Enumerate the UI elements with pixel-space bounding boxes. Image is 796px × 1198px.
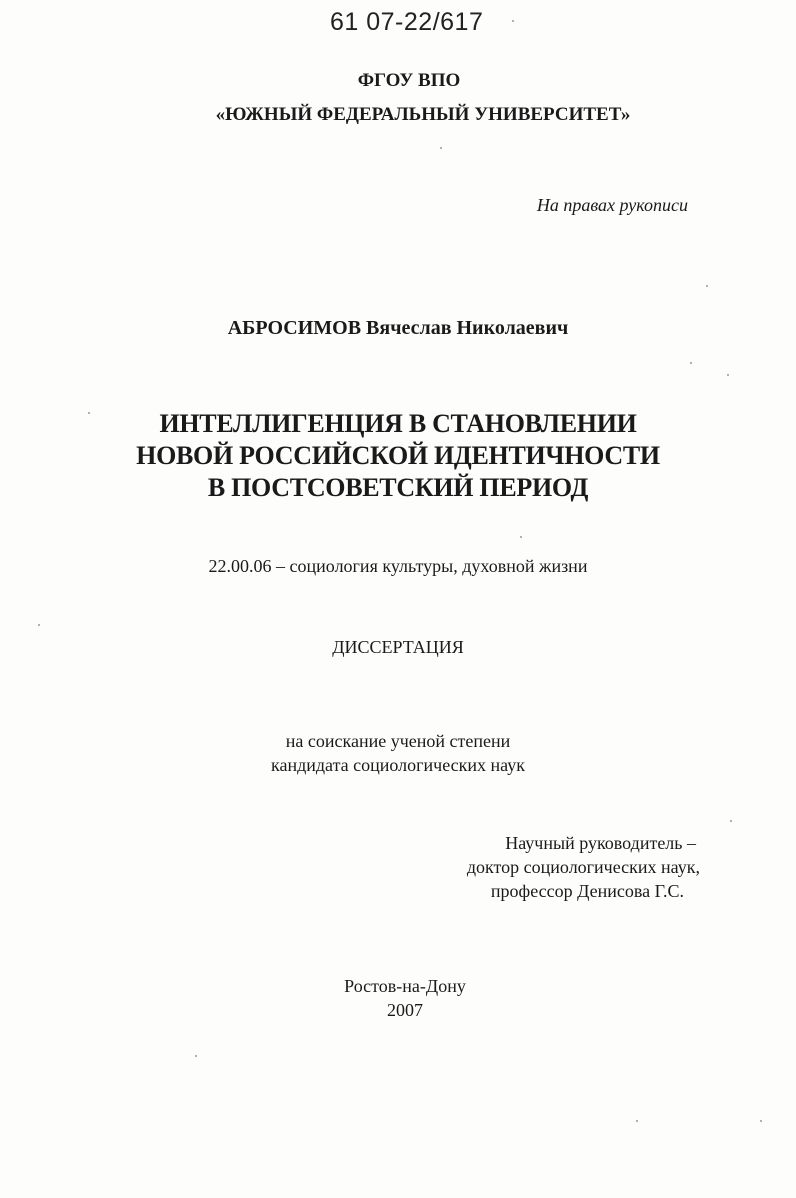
scan-speck [706, 285, 708, 287]
document-type: ДИССЕРТАЦИЯ [332, 637, 464, 657]
degree-line: на соискание ученой степени [285, 731, 511, 751]
degree-line: кандидата социологических наук [271, 755, 525, 775]
supervisor-label: Научный руководитель – [505, 833, 696, 853]
scan-speck [195, 1055, 197, 1057]
title-line: НОВОЙ РОССИЙСКОЙ ИДЕНТИЧНОСТИ [136, 441, 660, 470]
scan-speck [440, 147, 442, 149]
archive-stamp-code: 61 07-22/617 [330, 8, 484, 36]
scan-speck [38, 624, 40, 626]
place-and-year [0, 974, 796, 1022]
scan-speck [760, 1120, 762, 1122]
supervisor-name: профессор Денисова Г.С. [490, 881, 684, 901]
scan-speck [730, 820, 732, 822]
scan-speck [636, 1120, 638, 1122]
dissertation-title [0, 408, 796, 504]
supervisor-degree: доктор социологических наук, [466, 857, 700, 877]
author-name: АБРОСИМОВ Вячеслав Николаевич [227, 317, 569, 339]
supervisor-block [430, 831, 700, 903]
scan-speck [88, 412, 90, 414]
city: Ростов-на-Дону [344, 976, 466, 996]
specialty-code: 22.00.06 – социология культуры, духовной жизни [208, 556, 588, 576]
scan-speck [690, 362, 692, 364]
title-line: ИНТЕЛЛИГЕНЦИЯ В СТАНОВЛЕНИИ [159, 409, 637, 438]
scan-speck [520, 536, 522, 538]
title-line: В ПОСТСОВЕТСКИЙ ПЕРИОД [207, 473, 589, 502]
organization-type: ФГОУ ВПО [357, 70, 461, 91]
scan-speck [512, 20, 514, 22]
year: 2007 [387, 1000, 423, 1020]
scan-speck [727, 374, 729, 376]
manuscript-rights-note: На правах рукописи [536, 195, 688, 215]
degree-statement [0, 729, 796, 777]
university-name: «ЮЖНЫЙ ФЕДЕРАЛЬНЫЙ УНИВЕРСИТЕТ» [215, 104, 631, 125]
